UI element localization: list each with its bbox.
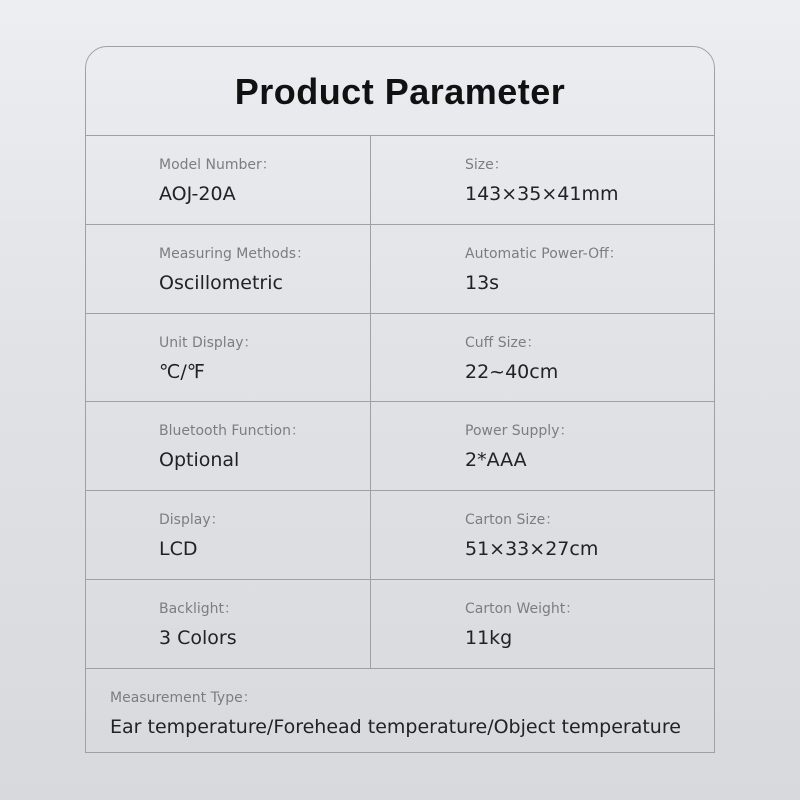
param-carton-size xyxy=(371,491,714,579)
param-cuff-size xyxy=(371,314,714,402)
param-row-measurement-type xyxy=(86,669,714,753)
param-label: Measurement Type： xyxy=(110,689,257,706)
param-size xyxy=(371,136,714,224)
param-value: 3 Colors xyxy=(159,626,237,649)
param-unit-display xyxy=(86,314,371,402)
title-row xyxy=(86,47,714,136)
param-value: 13s xyxy=(465,271,500,294)
param-label: Cuff Size： xyxy=(465,334,541,351)
param-value: LCD xyxy=(159,538,198,561)
param-value: 22~40cm xyxy=(465,360,559,383)
param-label: Unit Display： xyxy=(159,334,258,351)
param-row-method-poweroff xyxy=(86,225,714,314)
param-value: 11kg xyxy=(465,626,513,649)
param-row-display-carton xyxy=(86,491,714,580)
param-label: Model Number： xyxy=(159,157,276,173)
param-label: Power Supply： xyxy=(465,423,574,440)
param-row-unit-cuff xyxy=(86,314,714,403)
param-automatic-power-off xyxy=(371,225,714,313)
param-measurement-type xyxy=(86,669,714,753)
param-measuring-methods xyxy=(86,225,371,313)
param-value: 2*AAA xyxy=(465,449,527,472)
param-value: ℃/℉ xyxy=(159,360,205,383)
param-value: Ear temperature/Forehead temperature/Object temperature xyxy=(110,715,681,738)
param-label: Backlight： xyxy=(159,600,239,617)
param-label: Automatic Power-Off： xyxy=(465,245,623,262)
param-model-number xyxy=(86,136,371,224)
param-row-backlight-weight xyxy=(86,580,714,669)
param-value: Optional xyxy=(159,449,240,472)
param-display xyxy=(86,491,371,579)
param-label: Carton Weight： xyxy=(465,600,580,617)
param-bluetooth-function xyxy=(86,402,371,490)
param-power-supply xyxy=(371,402,714,490)
param-label: Carton Size： xyxy=(465,512,560,529)
param-row-bluetooth-power xyxy=(86,402,714,491)
param-value: Oscillometric xyxy=(159,271,283,294)
param-label: Measuring Methods： xyxy=(159,245,311,262)
param-row-model-size xyxy=(86,136,714,225)
page-title: Product Parameter xyxy=(234,71,566,112)
param-value: AOJ-20A xyxy=(159,183,236,205)
param-label: Size： xyxy=(465,157,508,173)
param-value: 51×33×27cm xyxy=(465,538,599,561)
param-value: 143×35×41mm xyxy=(465,183,619,205)
param-label: Bluetooth Function： xyxy=(159,423,305,440)
param-label: Display： xyxy=(159,512,225,529)
param-backlight xyxy=(86,580,371,668)
param-carton-weight xyxy=(371,580,714,668)
parameter-card xyxy=(85,46,715,753)
